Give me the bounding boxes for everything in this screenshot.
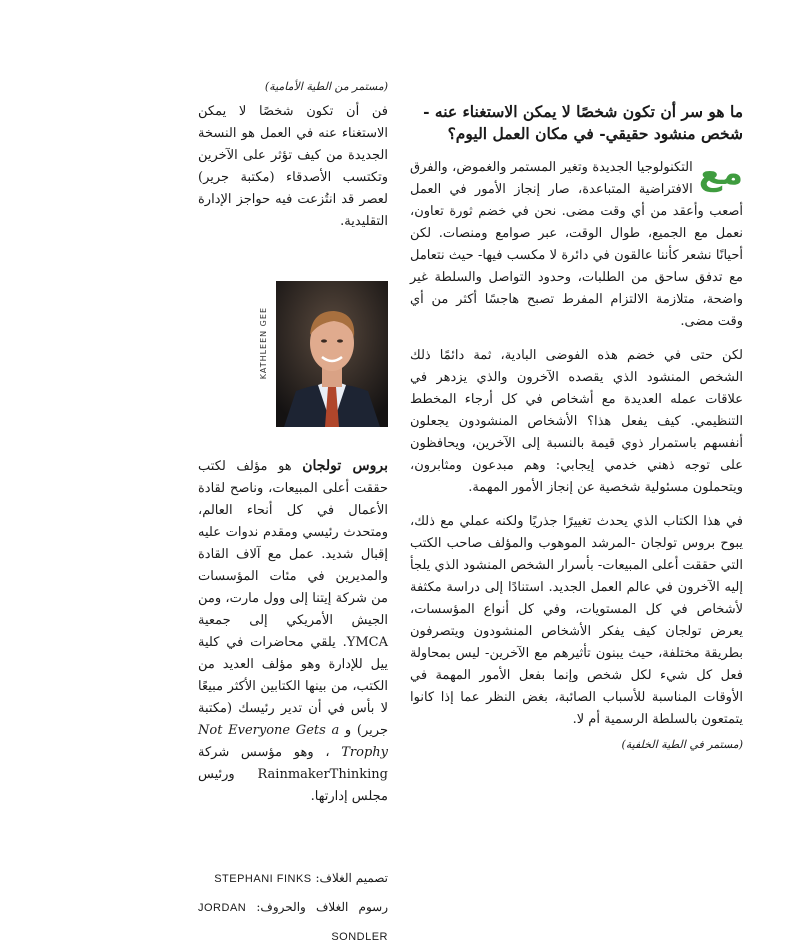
continued-back-flap-note: (مستمر في الطية الخلفية) — [621, 738, 743, 751]
author-bio-text-a: هو مؤلف لكتب حققت أعلى المبيعات، وناصح لقادة الأعمال في كل أنحاء العالم، ومتحدث رئيسي ومقدم ندوات عليه إقبال شديد. عمل مع آلاف القادة والمديرين في مئات المؤسسات من شركة إيتنا إلى وول مارت، ومن الجيش الأمريكي إلى جمعية YMCA. يلقي محاضرات في كلية ييل للإدارة وهو مؤلف العديد من الكتب، من بينها الكتابين الأكثر مبيعًا لا بأس في أن تدير رئيسك (مكتبة جرير) و — [198, 459, 388, 738]
paragraph-2: لكن حتى في خضم هذه الفوضى البادية، ثمة دائمًا ذلك الشخص المنشود الذي يقصده الآخرون والذي يزدهر في علاقات عمله العديدة مع أشخاص في كل أرجاء المخطط التنظيمي. كيف يفعل هذا؟ الأشخاص المنشودون يجعلون أنفسهم باستمرار ذوي قيمة بالنسبة إلى الآخرين، ويحافظون على توجه ذهني خدمي إيجابي: وهم مبدعون ومثابرون، ويتحملون مسئولية شخصية عن إنجاز الأمور المهمة. — [410, 348, 743, 495]
right-column — [410, 80, 743, 743]
cover-art-label: رسوم الغلاف والحروف: — [246, 900, 388, 914]
author-photo-block — [198, 281, 388, 437]
author-name: بروس تولجان — [302, 458, 388, 474]
credits — [198, 864, 388, 951]
book-title: Not Everyone Gets a Trophy — [198, 723, 388, 760]
intro-paragraph: فن أن تكون شخصًا لا يمكن الاستغناء عنه في العمل هو النسخة الجديدة من كيف تؤثر على الآخرين وتكتسب الأصدقاء (مكتبة جرير) لعصر قد انتُزعت فيه حواجز الإدارة التقليدية. — [198, 104, 388, 229]
author-photo — [276, 281, 388, 427]
headline: ما هو سر أن تكون شخصًا لا يمكن الاستغناء عنه - شخص منشود حقيقي- في مكان العمل اليوم؟ — [423, 102, 743, 143]
dropcap: مع — [698, 153, 743, 193]
continued-from-front-flap: (مستمر من الطية الأمامية) — [264, 80, 388, 93]
author-bio — [198, 455, 388, 808]
cover-design-label: تصميم الغلاف: — [311, 871, 388, 885]
paragraph-1-text: التكنولوجيا الجديدة وتغير المستمر والغموض، والفرق الافتراضية المتباعدة، صار إنجاز الأمور في العمل أصعب وأعقد من أي وقت مضى. نحن في خضم ثورة تعاون، نعمل مع الجميع، طوال الوقت، عبر صوامع ومنصات. لكن أحيانًا نشعر كأننا عالقون في دائرة لا مكسب فيها- حيث نتعامل مع تدفق ساحق من الطلبات، وحدود التواصل والسلطة غير واضحة، متلازمة الالتزام المفرط تصبح هاجسًا أكثر من أي وقت مضى. — [410, 160, 743, 329]
cover-design-name: STEPHANI FINKS — [214, 873, 312, 885]
left-column — [198, 80, 388, 951]
author-bio-text-b: ، وهو مؤسس شركة RainmakerThinking ورئيس مجلس إدارتها. — [198, 745, 388, 804]
cover-art-credit — [198, 893, 388, 951]
paragraph-3: في هذا الكتاب الذي يحدث تغييرًا جذريًا ولكنه عملي مع ذلك، يبوح بروس تولجان -المرشد الموهوب والمؤلف صاحب الكتب التي حققت أعلى المبيعات- بأسرار الشخص المنشود الذي يلجأ إليه الآخرون في عالم العمل الجديد. استنادًا إلى دراسة مكثفة لأشخاص في كل المستويات، وفي كل أنواع المؤسسات، يعرض تولجان كيف يفكر الأشخاص المنشودون ويتصرفون بطريقة مختلفة، حيث يبنون تأثيرهم مع الآخرين- ليس بمحاولة فعل كل شيء لكل شخص وإنما بفعل الأمور المهمة في الأوقات المناسبة للأسباب الصائبة، بغض النظر عما إذا كانوا يتمتعون بالسلطة الرسمية أم لا. — [410, 514, 743, 727]
cover-art-name: JORDAN SONDLER — [198, 902, 388, 943]
photo-credit: KATHLEEN GEE — [259, 307, 268, 380]
author-portrait-image — [276, 281, 388, 427]
cover-design-credit — [198, 864, 388, 893]
paragraph-1 — [410, 153, 743, 333]
